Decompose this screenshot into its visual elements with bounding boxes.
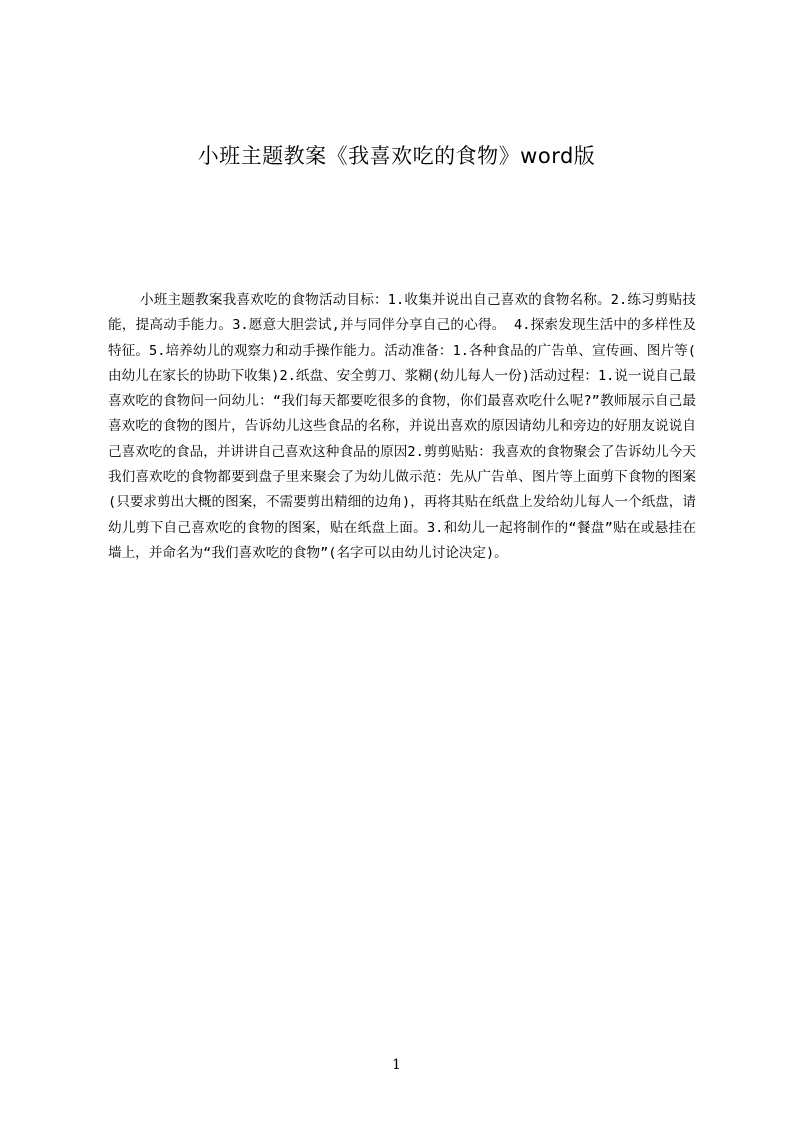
document-body-paragraph: 小班主题教案我喜欢吃的食物活动目标：1.收集并说出自己喜欢的食物名称。2.练习剪贴技能，提高动手能力。3.愿意大胆尝试,并与同伴分享自己的心得。 4.探索发现生活中的多样性及特征。5.培养幼儿的观察力和动手操作能力。活动准备：1.各种食品的广告单、宣传画、图片等(由幼儿在家长的协助下收集)2.纸盘、安全剪刀、浆糊(幼儿每人一份)活动过程：1.说一说自己最喜欢吃的食物问一问幼儿：“我们每天都要吃很多的食物，你们最喜欢吃什么呢?”教师展示自己最喜欢吃的食物的图片，告诉幼儿这些食品的名称，并说出喜欢的原因请幼儿和旁边的好朋友说说自己喜欢吃的食品，并讲讲自己喜欢这种食品的原因2.剪剪贴贴：我喜欢的食物聚会了告诉幼儿今天我们喜欢吃的食物都要到盘子里来聚会了为幼儿做示范：先从广告单、图片等上面剪下食物的图案(只要求剪出大概的图案，不需要剪出精细的边角)，再将其贴在纸盘上发给幼儿每人一个纸盘，请幼儿剪下自己喜欢吃的食物的图案，贴在纸盘上面。3.和幼儿一起将制作的“餐盘”贴在或悬挂在墙上，并命名为“我们喜欢吃的食物”(名字可以由幼儿讨论决定)。 [108, 292, 696, 561]
page-number: 1 [392, 1057, 401, 1073]
document-title: 小班主题教案《我喜欢吃的食物》word版 [197, 144, 596, 168]
